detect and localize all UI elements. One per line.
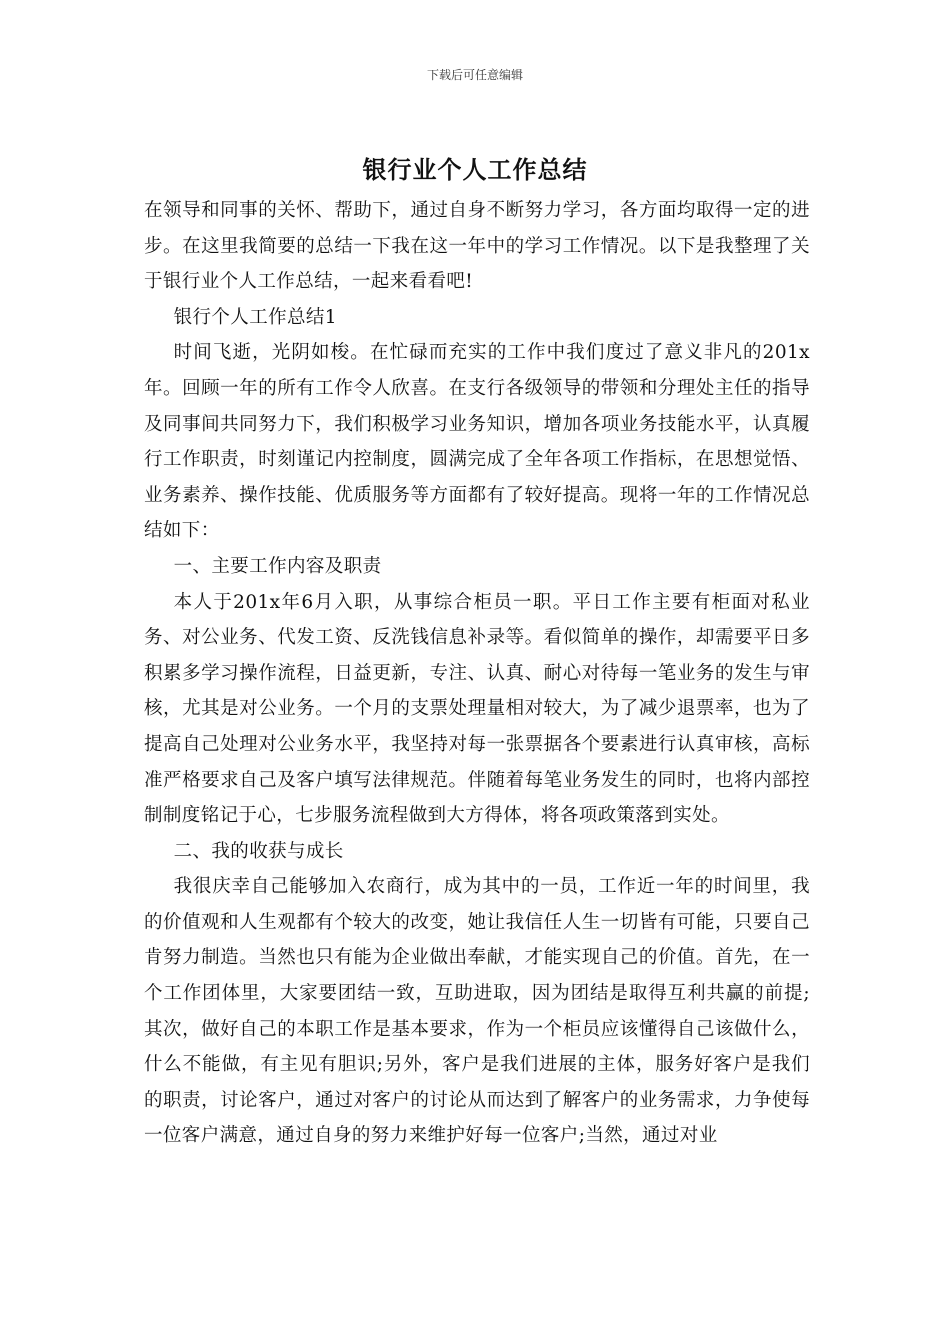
subheading-2: 二、我的收获与成长 [173,840,344,862]
section-title-1: 银行个人工作总结1 [173,306,337,328]
intro-paragraph: 在领导和同事的关怀、帮助下，通过自身不断努力学习，各方面均取得一定的进步。在这里我简要的总结一下我在这一年中的学习工作情况。以下是我整理了关于银行业个人工作总结，一起来看看吧! [144,200,810,293]
subheading-1: 一、主要工作内容及职责 [173,555,382,577]
document-title: 银行业个人工作总结 [362,155,588,184]
document-body [144,193,810,1154]
body-paragraph-2: 本人于201x年6月入职，从事综合柜员一职。平日工作主要有柜面对私业务、对公业务、代发工资、反洗钱信息补录等。看似简单的操作，却需要平日多积累多学习操作流程，日益更新，专注、认真、耐心对待每一笔业务的发生与审核，尤其是对公业务。一个月的支票处理量相对较大，为了减少退票率，也为了提高自己处理对公业务水平，我坚持对每一张票据各个要素进行认真审核，高标准严格要求自己及客户填写法律规范。伴随着每笔业务发生的同时，也将内部控制制度铭记于心，七步服务流程做到大方得体，将各项政策落到实处。 [144,591,810,827]
body-paragraph-3: 我很庆幸自己能够加入农商行，成为其中的一员，工作近一年的时间里，我的价值观和人生观都有个较大的改变，她让我信任人生一切皆有可能，只要自己肯努力制造。当然也只有能为企业做出奉献，才能实现自己的价值。首先，在一个工作团体里，大家要团结一致，互助进取，因为团结是取得互利共赢的前提;其次，做好自己的本职工作是基本要求，作为一个柜员应该懂得自己该做什么，什么不能做，有主见有胆识;另外，客户是我们进展的主体，服务好客户是我们的职责，讨论客户，通过对客户的讨论从而达到了解客户的业务需求，力争使每一位客户满意，通过自身的努力来维护好每一位客户;当然，通过对业 [144,876,810,1147]
header-note: 下载后可任意编辑 [426,68,523,82]
body-paragraph-1: 时间飞逝，光阴如梭。在忙碌而充实的工作中我们度过了意义非凡的201x年。回顾一年的所有工作令人欣喜。在支行各级领导的带领和分理处主任的指导及同事间共同努力下，我们积极学习业务知识，增加各项业务技能水平，认真履行工作职责，时刻谨记内控制度，圆满完成了全年各项工作指标，在思想觉悟、业务素养、操作技能、优质服务等方面都有了较好提高。现将一年的工作情况总结如下： [144,342,810,542]
